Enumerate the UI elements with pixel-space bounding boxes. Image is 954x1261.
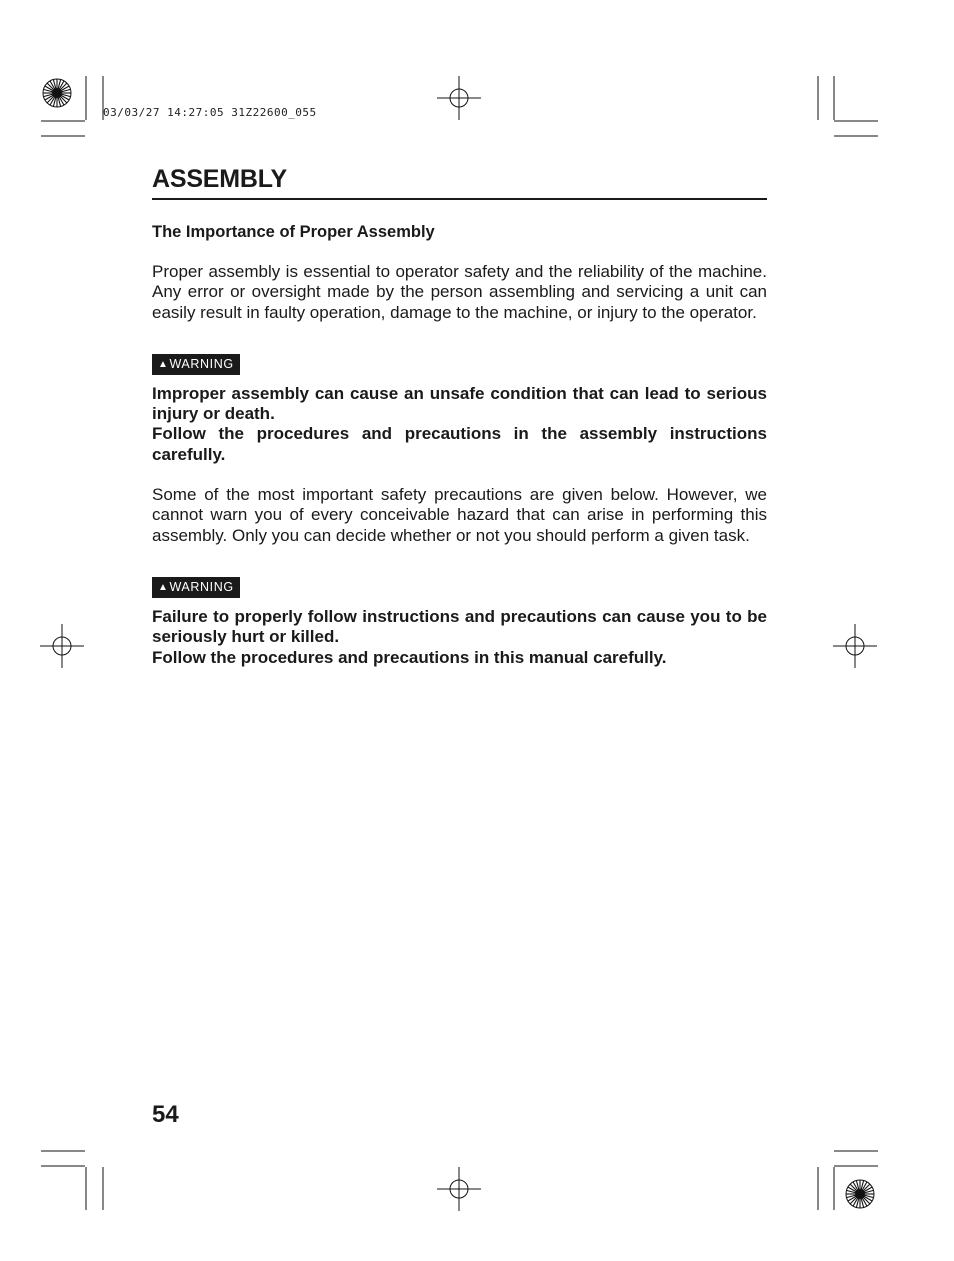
warning-text-1: Improper assembly can cause an unsafe condition that can lead to serious injury or death. [152,383,767,424]
precautions-paragraph: Some of the most important safety precautions are given below. However, we cannot warn you of every conceivable hazard that can arise in performing this assembly. Only you can decide whether or not you should perform a given task. [152,485,767,545]
warning-block-1 [152,354,767,465]
page-number: 54 [152,1101,179,1128]
registration-target-icon [437,1167,481,1211]
warning-label-text: WARNING [169,356,234,371]
registration-target-icon [437,76,481,120]
warning-label-text: WARNING [169,579,234,594]
warning-label [152,354,240,375]
registration-target-icon [40,624,84,668]
warning-triangle-icon: ▲ [158,581,169,593]
subheading: The Importance of Proper Assembly [152,223,435,241]
page-content [152,164,767,668]
intro-paragraph: Proper assembly is essential to operator safety and the reliability of the machine. Any error or oversight made by the person assembling and servicing a unit can easily result in faulty operation, damage to the machine, or injury to the operator. [152,262,767,322]
warning-block-2 [152,577,767,668]
print-timestamp: 03/03/27 14:27:05 31Z22600_055 [103,106,317,119]
registration-target-icon [833,624,877,668]
section-title: ASSEMBLY [152,164,767,200]
warning-text-2: Follow the procedures and precautions in the assembly instructions carefully. [152,424,767,464]
warning-text-1: Failure to properly follow instructions and precautions can cause you to be seriously hurt or killed. [152,606,767,647]
starburst-target-icon [43,79,71,107]
warning-triangle-icon: ▲ [158,358,169,370]
warning-text-2: Follow the procedures and precautions in this manual carefully. [152,647,667,667]
warning-label [152,577,240,598]
starburst-target-icon [846,1180,874,1208]
